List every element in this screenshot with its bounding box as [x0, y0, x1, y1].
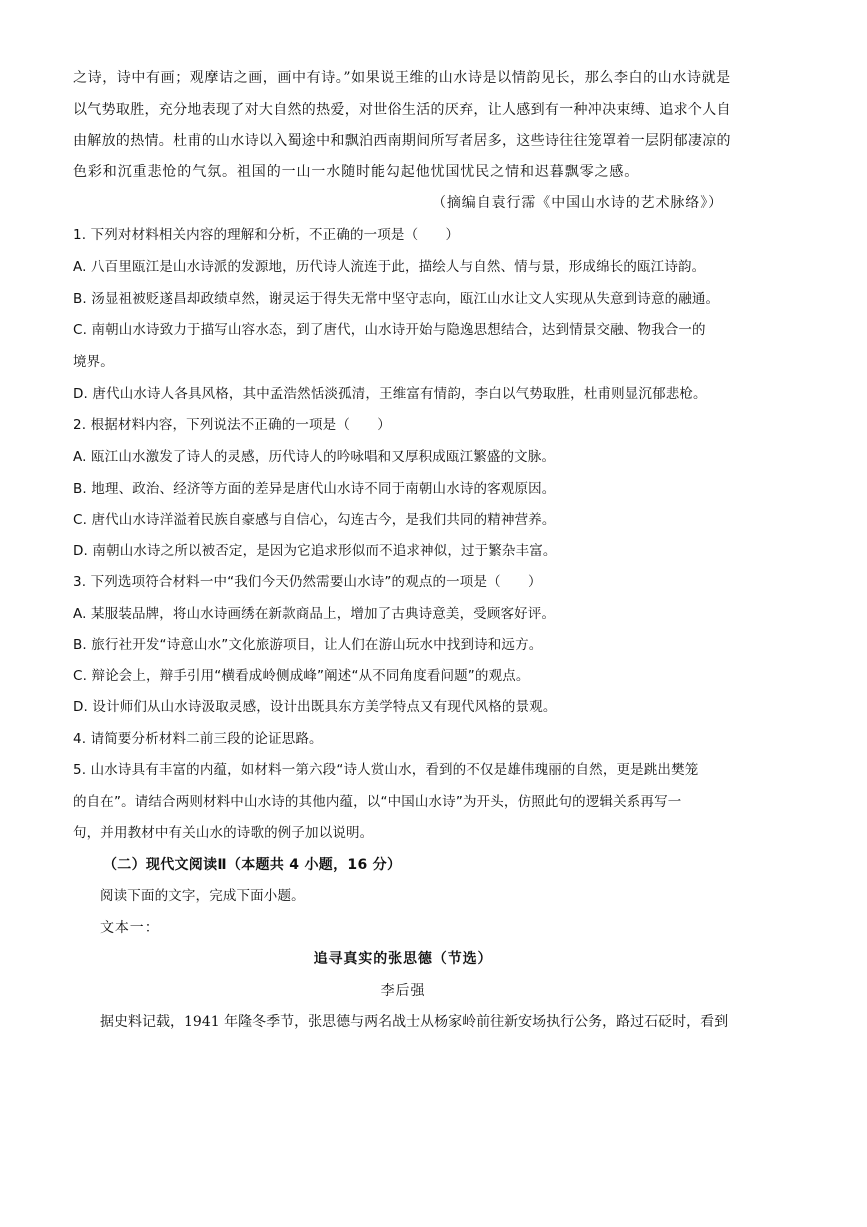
source-note: （摘编自袁行霈《中国山水诗的艺术脉络》） — [432, 195, 723, 211]
article-title: 追寻真实的张思德（节选） — [313, 951, 493, 967]
q4-stem: 4. 请简要分析材料二前三段的论证思路。 — [73, 731, 323, 747]
article-first-line: 据史料记载，1941 年隆冬季节，张思德与两名战士从杨家岭前往新安场执行公务，路过石砭时，看到 — [100, 1014, 729, 1030]
q5-line-1: 5. 山水诗具有丰富的内蕴，如材料一第六段“诗人赏山水，看到的不仅是雄伟瑰丽的自然，更是跳出樊笼 — [73, 762, 699, 778]
text-label: 文本一： — [100, 920, 160, 936]
q1-option-b: B. 汤显祖被贬遂昌却政绩卓然，谢灵运于得失无常中坚守志向，瓯江山水让文人实现从失意到诗意的融通。 — [73, 291, 720, 307]
material-line-4: 色彩和沉重悲怆的气氛。祖国的一山一水随时能勾起他忧国忧民之情和迟暮飘零之感。 — [73, 164, 640, 180]
q3-option-d: D. 设计师们从山水诗汲取灵感，设计出既具东方美学特点又有现代风格的景观。 — [73, 699, 557, 715]
q1-option-a: A. 八百里瓯江是山水诗派的发源地，历代诗人流连于此，描绘人与自然、情与景，形成绵长的瓯江诗韵。 — [73, 259, 706, 275]
q1-option-c-continued: 境界。 — [73, 354, 114, 370]
q2-stem: 2. 根据材料内容，下列说法不正确的一项是（ ） — [73, 417, 391, 433]
q5-line-2: 的自在”。请结合两则材料中山水诗的其他内蕴，以“中国山水诗”为开头，仿照此句的逻辑关系再写一 — [73, 794, 682, 810]
article-author: 李后强 — [380, 983, 426, 999]
q3-stem: 3. 下列选项符合材料一中“我们今天仍然需要山水诗”的观点的一项是（ ） — [73, 574, 542, 590]
material-line-1: 之诗，诗中有画；观摩诘之画，画中有诗。”如果说王维的山水诗是以情韵见长，那么李白的山水诗就是 — [73, 70, 731, 86]
section-heading: （二）现代文阅读Ⅱ（本题共 4 小题，16 分） — [103, 857, 402, 873]
reading-instruction: 阅读下面的文字，完成下面小题。 — [100, 888, 305, 904]
q1-option-d: D. 唐代山水诗人各具风格，其中孟浩然恬淡孤清，王维富有情韵，李白以气势取胜，杜甫则显沉郁悲枪。 — [73, 386, 707, 402]
q1-stem: 1. 下列对材料相关内容的理解和分析，不正确的一项是（ ） — [73, 227, 460, 243]
material-line-3: 由解放的热情。杜甫的山水诗以入蜀途中和飘泊西南期间所写者居多，这些诗往往笼罩着一层阴郁凄凉的 — [73, 133, 731, 149]
q3-option-a: A. 某服装品牌，将山水诗画绣在新款商品上，增加了古典诗意美，受顾客好评。 — [73, 606, 556, 622]
q2-option-b: B. 地理、政治、经济等方面的差异是唐代山水诗不同于南朝山水诗的客观原因。 — [73, 481, 556, 497]
q2-option-d: D. 南朝山水诗之所以被否定，是因为它追求形似而不追求神似，过于繁杂丰富。 — [73, 543, 557, 559]
material-line-2: 以气势取胜，充分地表现了对大自然的热爱，对世俗生活的厌弃，让人感到有一种冲决束缚、追求个人自 — [73, 102, 731, 118]
q2-option-c: C. 唐代山水诗洋溢着民族自豪感与自信心，勾连古今，是我们共同的精神营养。 — [73, 512, 556, 528]
q1-option-c: C. 南朝山水诗致力于描写山容水态，到了唐代，山水诗开始与隐逸思想结合，达到情景交融、物我合一的 — [73, 322, 706, 338]
q3-option-b: B. 旅行社开发“诗意山水”文化旅游项目，让人们在游山玩水中找到诗和远方。 — [73, 637, 543, 653]
q3-option-c: C. 辩论会上，辩手引用“横看成岭侧成峰”阐述“从不同角度看问题”的观点。 — [73, 668, 530, 684]
q5-line-3: 句，并用教材中有关山水的诗歌的例子加以说明。 — [73, 825, 374, 841]
q2-option-a: A. 瓯江山水激发了诗人的灵感，历代诗人的吟咏唱和又厚积成瓯江繁盛的文脉。 — [73, 449, 556, 465]
